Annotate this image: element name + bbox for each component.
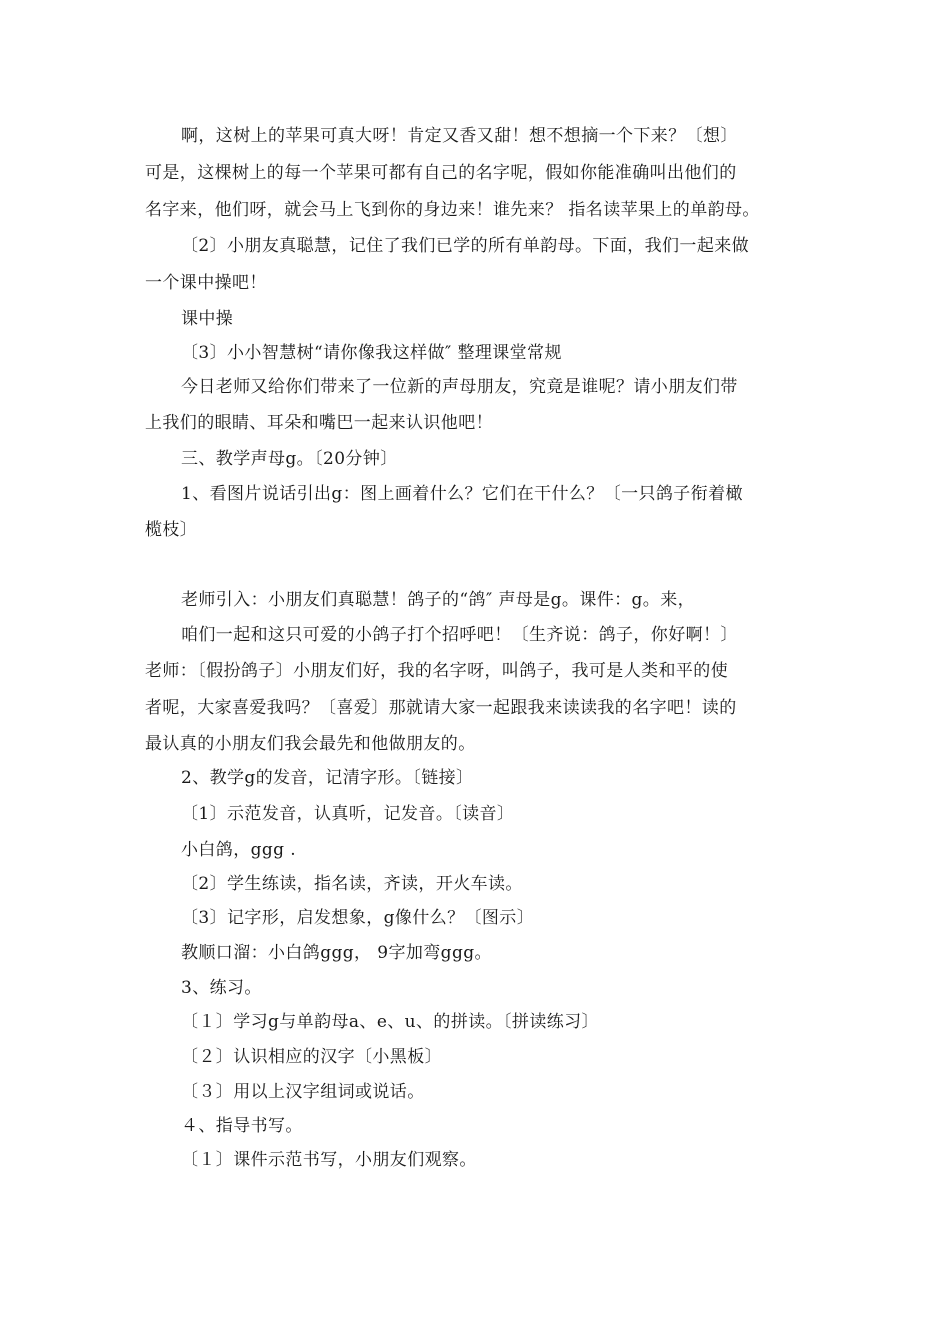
text-line: 老师引入：小朋友们真聪慧！鸽子的“鸽″ 声母是g。课件：g。来，	[181, 590, 696, 610]
text-line: 〔3〕记字形，启发想象，g像什么？〔图示〕	[181, 908, 535, 928]
text-line: 〔2〕小朋友真聪慧，记住了我们已学的所有单韵母。下面，我们一起来做	[181, 236, 750, 256]
text-line: 最认真的小朋友们我会最先和他做朋友的。	[145, 734, 476, 754]
text-line: 〔１〕课件示范书写，小朋友们观察。	[181, 1150, 477, 1170]
text-line: 3、练习。	[181, 978, 262, 998]
text-line: 〔3〕小小智慧树“请你像我这样做″ 整理课堂常规	[181, 343, 562, 363]
text-line: 三、教学声母g。〔20分钟〕	[181, 449, 398, 469]
text-line: 今日老师又给你们带来了一位新的声母朋友，究竟是谁呢？请小朋友们带	[181, 377, 738, 397]
text-line: 一个课中操吧！	[145, 273, 267, 293]
text-line: 课中操	[181, 309, 234, 329]
text-line: ４、指导书写。	[181, 1116, 303, 1136]
text-line: 〔１〕学习g与单韵母a、e、u、的拼读。〔拼读练习〕	[181, 1012, 599, 1032]
text-line: 上我们的眼睛、耳朵和嘴巴一起来认识他吧！	[145, 413, 493, 433]
text-line: 1、看图片说话引出g：图上画着什么？它们在干什么？〔一只鸽子衔着橄	[181, 484, 743, 504]
text-line: 教顺口溜：小白鸽ggg， 9字加弯ggg。	[181, 943, 492, 963]
text-line: 〔2〕学生练读，指名读，齐读，开火车读。	[181, 874, 523, 894]
text-line: 名字来，他们呀，就会马上飞到你的身边来！谁先来？ 指名读苹果上的单韵母。	[145, 200, 760, 220]
text-line: 小白鸽，ggg .	[181, 840, 297, 860]
text-line: 〔1〕示范发音，认真听，记发音。〔读音〕	[181, 804, 515, 824]
text-line: 者呢，大家喜爱我吗？〔喜爱〕那就请大家一起跟我来读读我的名字吧！读的	[145, 698, 737, 718]
text-line: 〔３〕用以上汉字组词或说话。	[181, 1082, 425, 1102]
text-line: 老师：〔假扮鸽子〕小朋友们好，我的名字呀，叫鸽子，我可是人类和平的使	[145, 661, 729, 681]
text-line: 2、教学g的发音，记清字形。〔链接〕	[181, 768, 474, 788]
text-line: 榄枝〕	[145, 520, 198, 540]
text-line: 〔２〕认识相应的汉字〔小黑板〕	[181, 1047, 442, 1067]
text-line: 咱们一起和这只可爱的小鸽子打个招呼吧！〔生齐说：鸽子，你好啊！〕	[181, 625, 738, 645]
text-line: 可是，这棵树上的每一个苹果可都有自己的名字呢，假如你能准确叫出他们的	[145, 163, 737, 183]
text-line: 啊，这树上的苹果可真大呀！肯定又香又甜！想不想摘一个下来？〔想〕	[181, 126, 738, 146]
